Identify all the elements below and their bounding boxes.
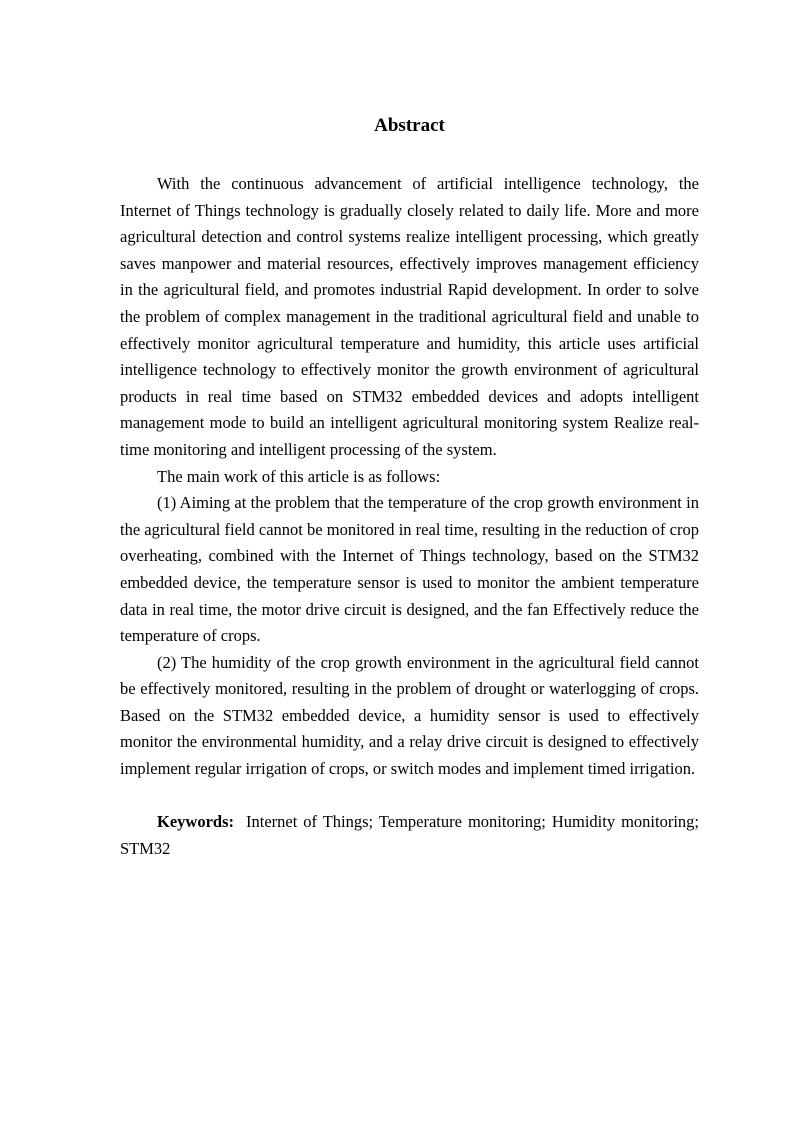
abstract-page (120, 112, 699, 862)
keywords-label: Keywords: (157, 812, 234, 832)
abstract-paragraph-2: The main work of this article is as follows: (157, 466, 441, 486)
abstract-paragraph-1: With the continuous advancement of artificial intelligence technology, the Internet of Things technology is gradually closely related to daily life. More and more agricultural detection and control systems realize intelligent processing, which greatly saves manpower and material resources, effectively improves management efficiency in the agricultural field, and promotes industrial Rapid development. In order to solve the problem of complex management in the traditional agricultural field and unable to effectively monitor agricultural temperature and humidity, this article uses artificial intelligence technology to effectively monitor the growth environment of agricultural products in real time based on STM32 embedded devices and adopts intelligent management mode to build an intelligent agricultural monitoring system Realize real-time monitoring and intelligent processing of the system. (120, 174, 699, 459)
abstract-title: Abstract (374, 115, 445, 136)
keywords-line (120, 809, 699, 862)
keywords-text: Internet of Things; Temperature monitoring; Humidity monitoring; STM32 (120, 812, 699, 858)
abstract-paragraph-3: (1) Aiming at the problem that the temperature of the crop growth environment in the agricultural field cannot be monitored in real time, resulting in the reduction of crop overheating, combined with the Internet of Things technology, based on the STM32 embedded device, the temperature sensor is used to monitor the ambient temperature data in real time, the motor drive circuit is designed, and the fan Effectively reduce the temperature of crops. (120, 493, 699, 646)
abstract-paragraph-4: (2) The humidity of the crop growth environment in the agricultural field cannot be effectively monitored, resulting in the problem of drought or waterlogging of crops. Based on the STM32 embedded device, a humidity sensor is used to effectively monitor the environmental humidity, and a relay drive circuit is designed to effectively implement regular irrigation of crops, or switch modes and implement timed irrigation. (120, 652, 699, 779)
keywords-spacer (120, 783, 699, 810)
